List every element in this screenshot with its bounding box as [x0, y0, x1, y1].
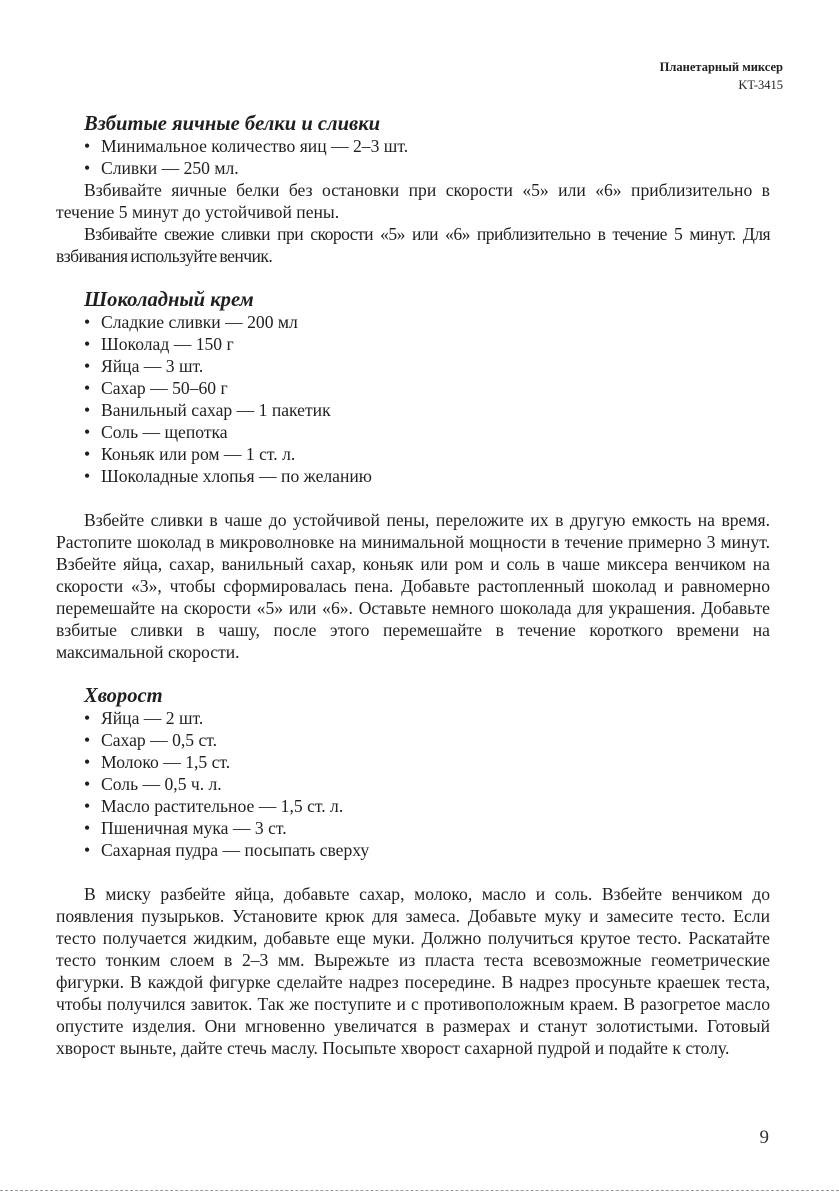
instruction-paragraph: Взбейте сливки в чаше до устойчивой пены, переложите их в другую емкость на время. Растопите шоколад в микроволновке на минимальной мощности в течение примерно 3 минут. Взбейте яйца, сахар, ванильный сахар, коньяк или ром и соль в чаше миксера венчиком на скорости «3», чтобы сформировалась пена. Добавьте растопленный шоколад и равномерно перемешайте на скорости «5» или «6». Оставьте немного шоколада для украшения. Добавьте взбитые сливки в чашу, после этого перемешайте в течение короткого времени на максимальной скорости.: [56, 510, 770, 662]
product-model: KT-3415: [738, 78, 783, 92]
recipe-section-whipped: [56, 113, 770, 267]
section-title: Хворост: [84, 685, 163, 707]
ingredient-item: • Шоколад — 150 г: [56, 333, 770, 355]
ingredient-item: • Пшеничная мука — 3 ст.: [56, 817, 770, 839]
recipe-content: [56, 113, 770, 1059]
section-spacer: [56, 487, 770, 509]
section-title: Шоколадный крем: [84, 289, 254, 311]
instruction-paragraph: В миску разбейте яйца, добавьте сахар, молоко, масло и соль. Взбейте венчиком до появления пузырьков. Установите крюк для замеса. Добавьте муку и замесите тесто. Если тесто получается жидким, добавьте еще муки. Должно получиться крутое тесто. Раскатайте тесто тонким слоем в 2–3 мм. Вырежьте из пласта теста всевозможные геометрические фигурки. В каждой фигурке сделайте надрез посередине. В надрез просуньте краешек теста, чтобы получился завиток. Так же поступите и с противоположным краем. В разогретое масло опустите изделия. Они мгновенно увеличатся в размерах и станут золотистыми. Готовый хворост выньте, дайте стечь маслу. Посыпьте хворост сахарной пудрой и подайте к столу.: [56, 884, 770, 1058]
recipe-section-chocolate-cream: [56, 289, 770, 663]
ingredient-item: • Яйца — 3 шт.: [56, 355, 770, 377]
ingredient-item: • Сливки — 250 мл.: [56, 157, 770, 179]
ingredient-item: • Шоколадные хлопья — по желанию: [56, 465, 770, 487]
instruction-paragraph: Взбивайте яичные белки без остановки при скорости «5» или «6» приблизительно в течение 5 минут до устойчивой пены.: [56, 180, 770, 222]
ingredient-list: [56, 135, 770, 179]
section-title: Взбитые яичные белки и сливки: [84, 113, 381, 135]
ingredient-item: • Сахарная пудра — посыпать сверху: [56, 839, 770, 861]
ingredient-item: • Яйца — 2 шт.: [56, 707, 770, 729]
section-spacer: [56, 267, 770, 289]
page-header: [660, 58, 783, 94]
ingredient-item: • Минимальное количество яиц — 2–3 шт.: [56, 135, 770, 157]
ingredient-item: • Сахар — 50–60 г: [56, 377, 770, 399]
section-spacer: [56, 663, 770, 685]
recipe-section-khvorost: [56, 685, 770, 1059]
ingredient-item: • Сахар — 0,5 ст.: [56, 729, 770, 751]
ingredient-item: • Соль — 0,5 ч. л.: [56, 773, 770, 795]
ingredient-item: • Соль — щепотка: [56, 421, 770, 443]
ingredient-list: [56, 707, 770, 861]
ingredient-item: • Ванильный сахар — 1 пакетик: [56, 399, 770, 421]
ingredient-item: • Коньяк или ром — 1 ст. л.: [56, 443, 770, 465]
page-bottom-edge: [0, 1190, 839, 1191]
ingredient-list: [56, 311, 770, 487]
product-title: Планетарный миксер: [659, 60, 783, 74]
ingredient-item: • Молоко — 1,5 ст.: [56, 751, 770, 773]
ingredient-item: • Сладкие сливки — 200 мл: [56, 311, 770, 333]
instruction-paragraph: Взбивайте свежие сливки при скорости «5» или «6» приблизительно в течение 5 минут. Для взбивания используйте венчик.: [56, 224, 770, 266]
ingredient-item: • Масло растительное — 1,5 ст. л.: [56, 795, 770, 817]
page-number: 9: [759, 1127, 769, 1148]
section-spacer: [56, 861, 770, 883]
